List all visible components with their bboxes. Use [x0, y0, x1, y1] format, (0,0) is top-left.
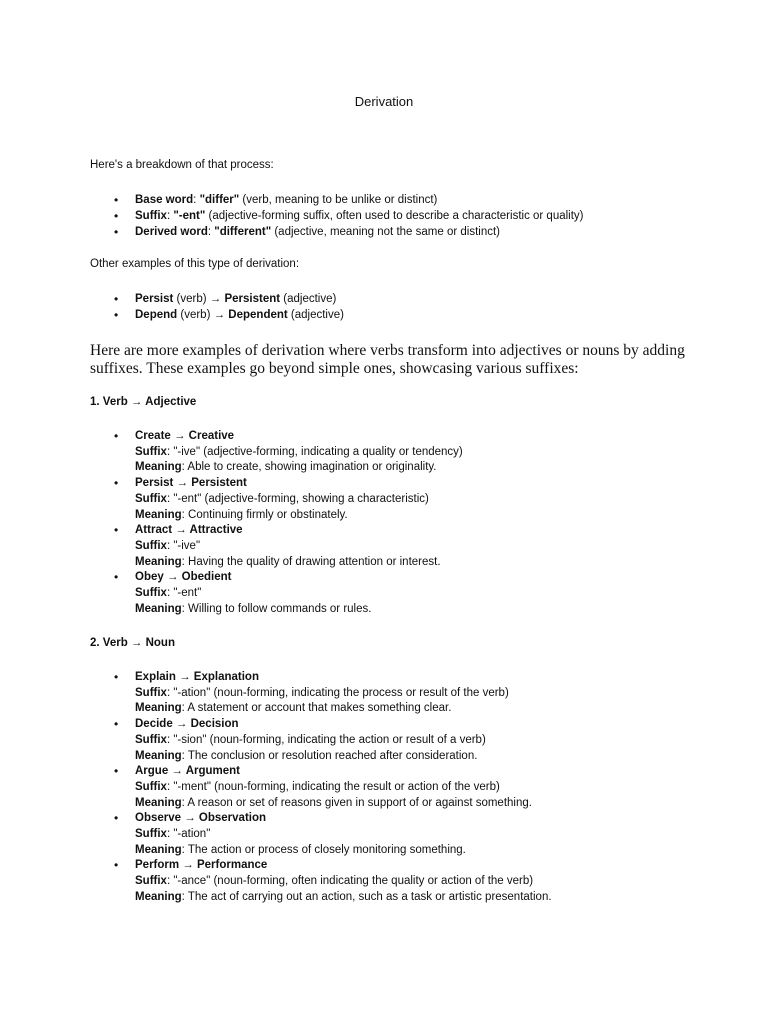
verb-noun-list: [90, 670, 552, 906]
list-item: • Create → Creative Suffix: "-ive" (adjective-forming, indicating a quality or tendency) Meaning: Able to create, showing imagination or originality.: [90, 429, 463, 476]
list-item: • Obey → Obedient Suffix: "-ent" Meaning: Willing to follow commands or rules.: [90, 570, 463, 617]
list-item: • Persist (verb) → Persistent (adjective): [90, 291, 344, 307]
list-item: • Persist → Persistent Suffix: "-ent" (adjective-forming, showing a characteristic) Meaning: Continuing firmly or obstinately.: [90, 476, 463, 523]
other-examples-intro: Other examples of this type of derivation:: [90, 258, 300, 270]
list-item: • Observe → Observation Suffix: "-ation" Meaning: The action or process of closely monitoring something.: [90, 811, 552, 858]
list-item: • Perform → Performance Suffix: "-ance" (noun-forming, often indicating the quality or action of the verb) Meaning: The act of carrying out an action, such as a task or artistic presentation.: [90, 858, 552, 905]
list-item: • Suffix: "-ent" (adjective-forming suffix, often used to describe a characteristic or quality): [90, 208, 584, 224]
other-examples-list: [90, 291, 344, 323]
page-title: Derivation: [354, 94, 414, 109]
section-heading-verb-adjective: 1. Verb → Adjective: [90, 396, 197, 408]
intro-text: Here's a breakdown of that process:: [90, 159, 274, 171]
list-item: • Explain → Explanation Suffix: "-ation" (noun-forming, indicating the process or result of the verb) Meaning: A statement or account that makes something clear.: [90, 670, 552, 717]
more-examples-intro: Here are more examples of derivation where verbs transform into adjectives or nouns by adding suffixes. These examples go beyond simple ones, showcasing various suffixes:: [90, 342, 685, 377]
list-item: • Derived word: "different" (adjective, meaning not the same or distinct): [90, 224, 584, 240]
section-heading-verb-noun: 2. Verb → Noun: [90, 637, 175, 649]
list-item: • Base word: "differ" (verb, meaning to be unlike or distinct): [90, 192, 584, 208]
list-item: • Depend (verb) → Dependent (adjective): [90, 307, 344, 323]
list-item: • Decide → Decision Suffix: "-sion" (noun-forming, indicating the action or result of a verb) Meaning: The conclusion or resolution reached after consideration.: [90, 717, 552, 764]
list-item: • Argue → Argument Suffix: "-ment" (noun-forming, indicating the result or action of the verb) Meaning: A reason or set of reasons given in support of or against something.: [90, 764, 552, 811]
verb-adjective-list: [90, 429, 463, 617]
breakdown-list: [90, 192, 584, 240]
list-item: • Attract → Attractive Suffix: "-ive" Meaning: Having the quality of drawing attention or interest.: [90, 523, 463, 570]
